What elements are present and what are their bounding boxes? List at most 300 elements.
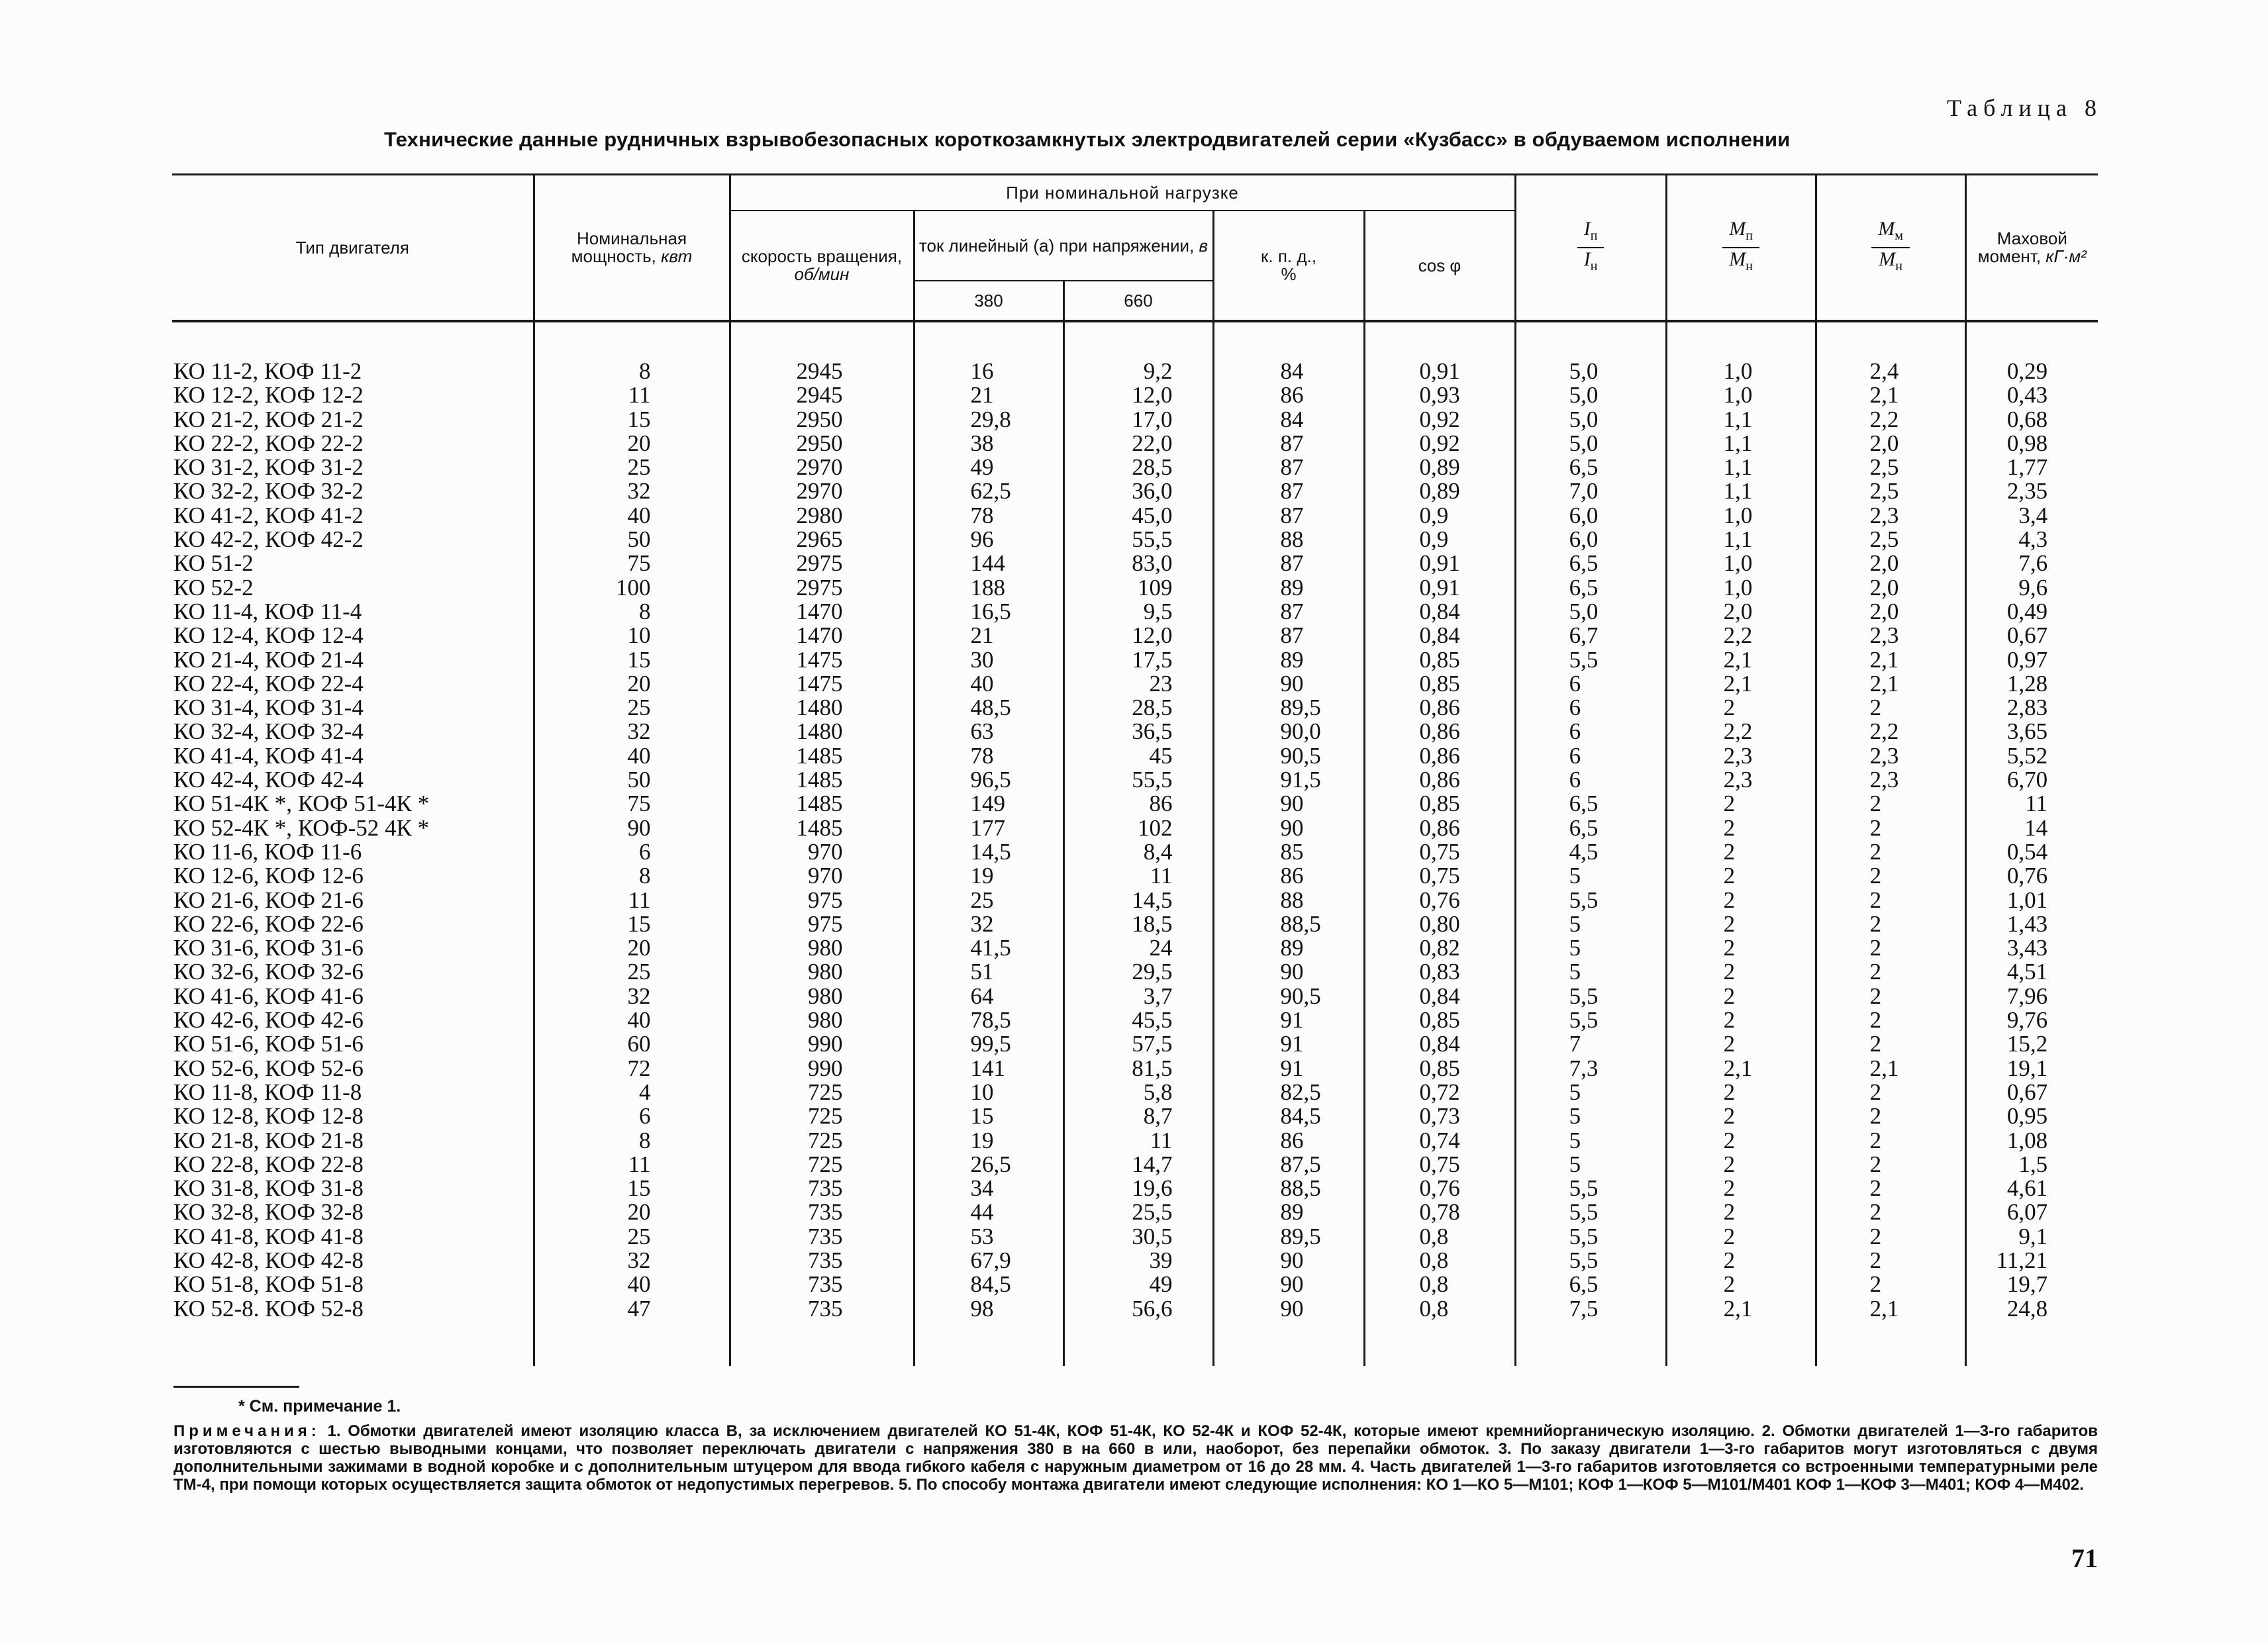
- cell-type: КО 12-4, КОФ 12-4: [173, 622, 364, 649]
- cell-i380: 78: [970, 742, 994, 769]
- cell-kpd: 87,5: [1280, 1151, 1321, 1177]
- cell-mm: 2: [1869, 838, 1882, 865]
- cell-i380: 96,5: [970, 767, 1011, 793]
- cell-ip: 5: [1569, 1127, 1581, 1153]
- cell-moment: 0,43: [2006, 382, 2048, 409]
- cell-speed: 1475: [796, 670, 843, 697]
- cell-i660: 39: [1149, 1247, 1173, 1273]
- cell-type: КО 31-8, КОФ 31-8: [173, 1175, 364, 1202]
- cell-power: 40: [627, 742, 651, 769]
- cell-ip: 5,5: [1569, 1247, 1599, 1273]
- cell-mm: 2,0: [1869, 574, 1899, 601]
- cell-mp: 2: [1723, 791, 1736, 817]
- cell-mp: 1,0: [1723, 358, 1753, 384]
- cell-speed: 735: [808, 1271, 843, 1298]
- cell-kpd: 82,5: [1280, 1079, 1321, 1105]
- cell-ip: 5,0: [1569, 382, 1599, 409]
- cell-i660: 18,5: [1132, 910, 1173, 937]
- cell-i660: 8,4: [1143, 838, 1173, 865]
- cell-cos: 0,86: [1419, 718, 1460, 745]
- cell-type: КО 11-6, КОФ 11-6: [173, 838, 362, 865]
- cell-power: 20: [627, 670, 651, 697]
- column-power: [534, 321, 730, 1366]
- cell-ip: 6,5: [1569, 791, 1599, 817]
- cell-moment: 7,96: [2006, 983, 2048, 1009]
- column-mm-ratio: [1816, 321, 1965, 1366]
- cell-i660: 11: [1150, 1127, 1173, 1153]
- cell-mp: 2: [1723, 1127, 1736, 1153]
- cell-i660: 19,6: [1132, 1175, 1173, 1202]
- cell-power: 32: [627, 983, 651, 1009]
- header-speed: скорость вращения, об/мин: [730, 211, 914, 321]
- cell-moment: 0,95: [2006, 1103, 2048, 1130]
- cell-i380: 188: [970, 574, 1005, 601]
- cell-kpd: 91,5: [1280, 767, 1321, 793]
- notes-text: 1. Обмотки двигателей имеют изоляцию класса В, за исключением двигателей КО 51-4К, КОФ 51-4К, КО 52-4К и КОФ 52-4К, которые имеют кремнийорганическую изоляцию. 2. Обмотки двигателей 1—3-го габаритов изготовляются с шестью выводными концами, что позволяет переключать двигатели с напряжения 380 в на 660 в или, наоборот, без перепайки обмоток. 3. По заказу двигатели 1—3-го габаритов могут изготовляться с двумя дополнительными зажимами в водной коробке и с дополнительным штуцером для ввода гибкого кабеля с наружным диаметром от 16 до 28 мм. 4. Часть двигателей 1—3-го габаритов изготовляется со встроенными температурными реле ТМ-4, при помощи которых осуществляется защита обмоток от недопустимых перегревов. 5. По способу монтажа двигатели имеют следующие исполнения: КО 1—КО 5—М101; КОФ 1—КОФ 5—М101/М401 КОФ 1—КОФ 3—М401; КОФ 4—М402.: [173, 1422, 2098, 1494]
- cell-type: КО 12-6, КОФ 12-6: [173, 863, 364, 889]
- cell-kpd: 91: [1280, 1031, 1304, 1057]
- cell-speed: 980: [808, 1007, 843, 1034]
- cell-i660: 102: [1138, 814, 1173, 841]
- cell-i380: 34: [970, 1175, 994, 1202]
- cell-speed: 2970: [796, 454, 843, 481]
- cell-cos: 0,91: [1419, 574, 1460, 601]
- cell-mm: 2: [1869, 959, 1882, 985]
- cell-moment: 4,51: [2006, 959, 2048, 985]
- cell-cos: 0,76: [1419, 887, 1460, 913]
- cell-moment: 3,65: [2006, 718, 2048, 745]
- cell-type: КО 52-4К *, КОФ-52 4К *: [173, 814, 430, 841]
- cell-mm: 2: [1869, 983, 1882, 1009]
- cell-kpd: 90: [1280, 791, 1304, 817]
- cell-type: КО 31-6, КОФ 31-6: [173, 935, 364, 961]
- cell-i660: 17,0: [1132, 406, 1173, 432]
- cell-ip: 6: [1569, 718, 1581, 745]
- cell-cos: 0,84: [1419, 1031, 1460, 1057]
- cell-i380: 32: [970, 910, 994, 937]
- cell-cos: 0,93: [1419, 382, 1460, 409]
- cell-type: КО 12-8, КОФ 12-8: [173, 1103, 364, 1130]
- cell-i380: 144: [970, 550, 1005, 577]
- cell-mp: 2: [1723, 1151, 1736, 1177]
- footnote: * См. примечание 1.: [238, 1397, 401, 1416]
- cell-mp: 2: [1723, 935, 1736, 961]
- cell-moment: 7,6: [2018, 550, 2048, 577]
- cell-i380: 141: [970, 1055, 1005, 1081]
- cell-ip: 5: [1569, 910, 1581, 937]
- cell-power: 8: [639, 1127, 651, 1153]
- cell-i380: 96: [970, 526, 994, 553]
- header-power: Номинальная мощность, квт: [534, 175, 730, 322]
- cell-mp: 2: [1723, 695, 1736, 721]
- cell-speed: 2950: [796, 406, 843, 432]
- header-kpd: к. п. д., %: [1213, 211, 1364, 321]
- cell-mm: 2: [1869, 814, 1882, 841]
- cell-mp: 2,0: [1723, 598, 1753, 624]
- cell-power: 4: [639, 1079, 651, 1105]
- cell-moment: 24,8: [2006, 1295, 2048, 1322]
- cell-mm: 2: [1869, 1127, 1882, 1153]
- cell-type: КО 42-6, КОФ 42-6: [173, 1007, 364, 1034]
- cell-type: КО 11-8, КОФ 11-8: [173, 1079, 362, 1105]
- cell-i380: 14,5: [970, 838, 1011, 865]
- cell-mm: 2: [1869, 695, 1882, 721]
- cell-power: 11: [628, 887, 651, 913]
- cell-kpd: 89,5: [1280, 695, 1321, 721]
- cell-i380: 16,5: [970, 598, 1011, 624]
- cell-cos: 0,74: [1419, 1127, 1460, 1153]
- cell-power: 11: [628, 382, 651, 409]
- cell-kpd: 87: [1280, 430, 1304, 456]
- cell-cos: 0,8: [1419, 1223, 1449, 1249]
- cell-type: КО 42-2, КОФ 42-2: [173, 526, 364, 553]
- cell-speed: 2975: [796, 574, 843, 601]
- cell-mp: 2: [1723, 1175, 1736, 1202]
- cell-i660: 11: [1150, 863, 1173, 889]
- cell-power: 75: [627, 791, 651, 817]
- cell-speed: 1475: [796, 646, 843, 673]
- cell-i380: 149: [970, 791, 1005, 817]
- cell-power: 25: [627, 1223, 651, 1249]
- cell-mp: 2: [1723, 1247, 1736, 1273]
- cell-type: КО 52-8. КОФ 52-8: [173, 1295, 364, 1322]
- cell-moment: 0,98: [2006, 430, 2048, 456]
- cell-i380: 40: [970, 670, 994, 697]
- cell-i660: 17,5: [1132, 646, 1173, 673]
- header-mp-ratio: $\frac{M_п}{M_н}$: [1666, 175, 1816, 322]
- cell-speed: 2945: [796, 382, 843, 409]
- cell-i660: 109: [1138, 574, 1173, 601]
- cell-power: 72: [627, 1055, 651, 1081]
- cell-moment: 19,1: [2006, 1055, 2048, 1081]
- cell-i380: 177: [970, 814, 1005, 841]
- cell-mp: 2,2: [1723, 718, 1753, 745]
- cell-mp: 1,1: [1723, 526, 1753, 553]
- cell-ip: 5,5: [1569, 1223, 1599, 1249]
- cell-i660: 3,7: [1143, 983, 1173, 1009]
- cell-cos: 0,85: [1419, 791, 1460, 817]
- cell-speed: 1485: [796, 742, 843, 769]
- cell-power: 60: [627, 1031, 651, 1057]
- cell-i380: 38: [970, 430, 994, 456]
- cell-cos: 0,92: [1419, 406, 1460, 432]
- cell-mp: 1,0: [1723, 550, 1753, 577]
- cell-mm: 2,5: [1869, 526, 1899, 553]
- cell-i380: 19: [970, 863, 994, 889]
- cell-power: 20: [627, 430, 651, 456]
- cell-moment: 6,70: [2006, 767, 2048, 793]
- cell-moment: 14: [2024, 814, 2048, 841]
- cell-moment: 9,76: [2006, 1007, 2048, 1034]
- cell-ip: 5,5: [1569, 1199, 1599, 1226]
- cell-i660: 45,0: [1132, 502, 1173, 528]
- cell-moment: 9,6: [2018, 574, 2048, 601]
- cell-kpd: 88,5: [1280, 910, 1321, 937]
- cell-kpd: 90: [1280, 1271, 1304, 1298]
- column-kpd: [1213, 321, 1364, 1366]
- cell-kpd: 84: [1280, 358, 1304, 384]
- cell-type: КО 51-6, КОФ 51-6: [173, 1031, 364, 1057]
- cell-cos: 0,73: [1419, 1103, 1460, 1130]
- cell-cos: 0,85: [1419, 1007, 1460, 1034]
- cell-ip: 5,0: [1569, 430, 1599, 456]
- cell-mm: 2: [1869, 1007, 1882, 1034]
- cell-speed: 725: [808, 1151, 843, 1177]
- cell-speed: 2965: [796, 526, 843, 553]
- cell-mp: 1,1: [1723, 478, 1753, 505]
- cell-kpd: 86: [1280, 382, 1304, 409]
- cell-mm: 2: [1869, 1079, 1882, 1105]
- cell-cos: 0,92: [1419, 430, 1460, 456]
- cell-power: 32: [627, 718, 651, 745]
- cell-mp: 2: [1723, 1079, 1736, 1105]
- cell-moment: 0,29: [2006, 358, 2048, 384]
- cell-i660: 57,5: [1132, 1031, 1173, 1057]
- cell-ip: 5,5: [1569, 983, 1599, 1009]
- cell-i380: 78,5: [970, 1007, 1011, 1034]
- cell-speed: 1480: [796, 695, 843, 721]
- cell-ip: 6,0: [1569, 502, 1599, 528]
- cell-moment: 4,3: [2018, 526, 2048, 553]
- cell-power: 75: [627, 550, 651, 577]
- cell-ip: 5,5: [1569, 1175, 1599, 1202]
- cell-speed: 735: [808, 1223, 843, 1249]
- cell-ip: 5,5: [1569, 646, 1599, 673]
- cell-type: КО 12-2, КОФ 12-2: [173, 382, 364, 409]
- cell-kpd: 86: [1280, 863, 1304, 889]
- cell-i660: 25,5: [1132, 1199, 1173, 1226]
- cell-moment: 11: [2025, 791, 2048, 817]
- cell-kpd: 90: [1280, 1247, 1304, 1273]
- header-nominal-load: При номинальной нагрузке: [730, 175, 1515, 211]
- cell-power: 40: [627, 1271, 651, 1298]
- cell-kpd: 84,5: [1280, 1103, 1321, 1130]
- cell-power: 8: [639, 863, 651, 889]
- cell-speed: 975: [808, 887, 843, 913]
- cell-i660: 56,6: [1132, 1295, 1173, 1322]
- cell-i380: 48,5: [970, 695, 1011, 721]
- cell-mp: 2: [1723, 1223, 1736, 1249]
- cell-moment: 2,83: [2006, 695, 2048, 721]
- cell-mm: 2: [1869, 1271, 1882, 1298]
- cell-cos: 0,75: [1419, 1151, 1460, 1177]
- cell-moment: 9,1: [2018, 1223, 2048, 1249]
- cell-mp: 2,1: [1723, 1295, 1753, 1322]
- cell-moment: 0,68: [2006, 406, 2048, 432]
- cell-ip: 5,0: [1569, 406, 1599, 432]
- cell-kpd: 91: [1280, 1007, 1304, 1034]
- header-ip-ratio: $\frac{I_п}{I_н}$: [1515, 175, 1666, 322]
- cell-mm: 2: [1869, 887, 1882, 913]
- cell-ip: 5: [1569, 1151, 1581, 1177]
- cell-mp: 1,1: [1723, 430, 1753, 456]
- cell-mp: 2,2: [1723, 622, 1753, 649]
- cell-kpd: 88,5: [1280, 1175, 1321, 1202]
- cell-i660: 81,5: [1132, 1055, 1173, 1081]
- cell-i380: 51: [970, 959, 994, 985]
- header-660: 660: [1063, 281, 1213, 321]
- cell-mm: 2,2: [1869, 406, 1899, 432]
- cell-power: 20: [627, 1199, 651, 1226]
- cell-cos: 0,89: [1419, 454, 1460, 481]
- cell-kpd: 88: [1280, 887, 1304, 913]
- cell-i660: 9,2: [1143, 358, 1173, 384]
- cell-power: 8: [639, 598, 651, 624]
- cell-speed: 1470: [796, 598, 843, 624]
- cell-i660: 55,5: [1132, 767, 1173, 793]
- cell-cos: 0,84: [1419, 622, 1460, 649]
- cell-mp: 2: [1723, 1007, 1736, 1034]
- cell-i660: 14,7: [1132, 1151, 1173, 1177]
- cell-ip: 6,5: [1569, 814, 1599, 841]
- cell-mm: 2: [1869, 863, 1882, 889]
- cell-mp: 1,1: [1723, 406, 1753, 432]
- cell-speed: 725: [808, 1079, 843, 1105]
- cell-kpd: 90: [1280, 1295, 1304, 1322]
- cell-power: 25: [627, 959, 651, 985]
- cell-mp: 2: [1723, 1031, 1736, 1057]
- cell-mp: 2: [1723, 910, 1736, 937]
- cell-type: КО 11-4, КОФ 11-4: [173, 598, 362, 624]
- cell-ip: 6,5: [1569, 1271, 1599, 1298]
- cell-mm: 2: [1869, 935, 1882, 961]
- cell-ip: 5: [1569, 1079, 1581, 1105]
- cell-i380: 63: [970, 718, 994, 745]
- cell-kpd: 90: [1280, 959, 1304, 985]
- cell-kpd: 89: [1280, 646, 1304, 673]
- cell-ip: 5: [1569, 935, 1581, 961]
- cell-mm: 2,1: [1869, 646, 1899, 673]
- table-label: Таблица 8: [1947, 95, 2102, 121]
- header-380: 380: [914, 281, 1063, 321]
- cell-mp: 2,3: [1723, 742, 1753, 769]
- cell-mm: 2,0: [1869, 550, 1899, 577]
- notes-lead: Примечания:: [173, 1422, 320, 1440]
- cell-mp: 1,0: [1723, 574, 1753, 601]
- cell-mm: 2,0: [1869, 430, 1899, 456]
- cell-mm: 2,0: [1869, 598, 1899, 624]
- cell-kpd: 90,5: [1280, 983, 1321, 1009]
- cell-kpd: 90,5: [1280, 742, 1321, 769]
- cell-kpd: 88: [1280, 526, 1304, 553]
- cell-type: КО 51-4К *, КОФ 51-4К *: [173, 791, 430, 817]
- cell-i380: 53: [970, 1223, 994, 1249]
- cell-moment: 5,52: [2006, 742, 2048, 769]
- cell-i380: 99,5: [970, 1031, 1011, 1057]
- cell-speed: 990: [808, 1055, 843, 1081]
- cell-i660: 9,5: [1143, 598, 1173, 624]
- cell-cos: 0,84: [1419, 983, 1460, 1009]
- cell-moment: 2,35: [2006, 478, 2048, 505]
- cell-cos: 0,84: [1419, 598, 1460, 624]
- cell-speed: 1485: [796, 791, 843, 817]
- cell-type: КО 22-4, КОФ 22-4: [173, 670, 364, 697]
- cell-power: 40: [627, 1007, 651, 1034]
- cell-ip: 6,5: [1569, 574, 1599, 601]
- cell-type: КО 32-4, КОФ 32-4: [173, 718, 364, 745]
- cell-mp: 1,0: [1723, 382, 1753, 409]
- cell-mp: 1,0: [1723, 502, 1753, 528]
- cell-power: 32: [627, 478, 651, 505]
- cell-ip: 5,0: [1569, 358, 1599, 384]
- cell-mp: 2,1: [1723, 670, 1753, 697]
- cell-ip: 5: [1569, 863, 1581, 889]
- cell-i660: 45,5: [1132, 1007, 1173, 1034]
- cell-mm: 2,4: [1869, 358, 1899, 384]
- cell-speed: 735: [808, 1247, 843, 1273]
- cell-type: КО 41-8, КОФ 41-8: [173, 1223, 364, 1249]
- cell-speed: 1470: [796, 622, 843, 649]
- cell-moment: 1,5: [2018, 1151, 2048, 1177]
- cell-type: КО 22-2, КОФ 22-2: [173, 430, 364, 456]
- column-speed: [730, 321, 914, 1366]
- cell-mp: 2: [1723, 983, 1736, 1009]
- cell-mp: 2,1: [1723, 1055, 1753, 1081]
- cell-power: 15: [627, 406, 651, 432]
- cell-moment: 1,08: [2006, 1127, 2048, 1153]
- header-current: ток линейный (а) при напряжении, в: [914, 211, 1213, 281]
- cell-power: 32: [627, 1247, 651, 1273]
- cell-i660: 28,5: [1132, 454, 1173, 481]
- cell-moment: 0,76: [2006, 863, 2048, 889]
- page-number: 71: [2071, 1543, 2098, 1573]
- cell-power: 6: [639, 838, 651, 865]
- column-current-660: [1063, 321, 1213, 1366]
- cell-speed: 1485: [796, 767, 843, 793]
- cell-type: КО 52-6, КОФ 52-6: [173, 1055, 364, 1081]
- cell-ip: 5: [1569, 959, 1581, 985]
- cell-speed: 2945: [796, 358, 843, 384]
- cell-speed: 2950: [796, 430, 843, 456]
- cell-kpd: 91: [1280, 1055, 1304, 1081]
- cell-speed: 2975: [796, 550, 843, 577]
- cell-mp: 2: [1723, 1103, 1736, 1130]
- cell-mp: 2,1: [1723, 646, 1753, 673]
- cell-kpd: 85: [1280, 838, 1304, 865]
- cell-i660: 29,5: [1132, 959, 1173, 985]
- cell-kpd: 87: [1280, 550, 1304, 577]
- cell-i660: 12,0: [1132, 382, 1173, 409]
- footnote-divider: [173, 1386, 299, 1388]
- cell-moment: 3,4: [2018, 502, 2048, 528]
- cell-i660: 22,0: [1132, 430, 1173, 456]
- cell-cos: 0,91: [1419, 358, 1460, 384]
- cell-moment: 3,43: [2006, 935, 2048, 961]
- cell-cos: 0,86: [1419, 695, 1460, 721]
- cell-mm: 2,1: [1869, 670, 1899, 697]
- cell-power: 25: [627, 454, 651, 481]
- cell-moment: 0,49: [2006, 598, 2048, 624]
- cell-power: 50: [627, 767, 651, 793]
- cell-kpd: 89: [1280, 935, 1304, 961]
- cell-kpd: 87: [1280, 622, 1304, 649]
- cell-cos: 0,9: [1419, 502, 1449, 528]
- cell-cos: 0,8: [1419, 1271, 1449, 1298]
- cell-cos: 0,8: [1419, 1247, 1449, 1273]
- cell-i380: 15: [970, 1103, 994, 1130]
- cell-i660: 36,0: [1132, 478, 1173, 505]
- cell-type: КО 22-8, КОФ 22-8: [173, 1151, 364, 1177]
- table-title: Технические данные рудничных взрывобезопасных короткозамкнутых электродвигателей серии «Кузбасс» в обдуваемом исполнении: [384, 128, 1791, 151]
- cell-i380: 64: [970, 983, 994, 1009]
- cell-i380: 21: [970, 382, 994, 409]
- cell-i660: 49: [1149, 1271, 1173, 1298]
- cell-ip: 5,5: [1569, 1007, 1599, 1034]
- cell-moment: 19,7: [2006, 1271, 2048, 1298]
- cell-i380: 41,5: [970, 935, 1011, 961]
- cell-type: КО 41-6, КОФ 41-6: [173, 983, 364, 1009]
- cell-ip: 7,0: [1569, 478, 1599, 505]
